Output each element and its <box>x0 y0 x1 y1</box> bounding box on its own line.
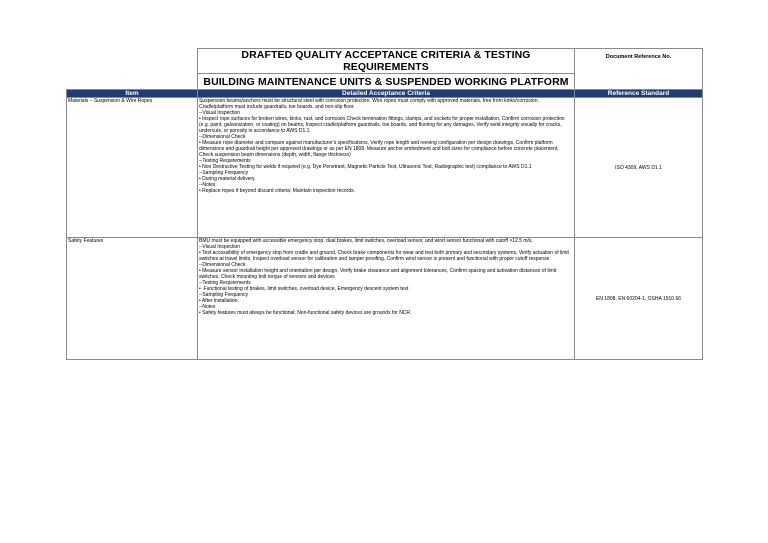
criteria-line: --Notes <box>199 304 216 310</box>
criteria-line: • Replace ropes if beyond discard criteria; Maintain inspection records. <box>199 188 355 194</box>
column-header-criteria: Detailed Acceptance Criteria <box>198 90 575 98</box>
criteria-line: • Measure sensor installation height and orientation per design, Verify brake clearance and alignment tolerances, Confirm spacing and activation distances of limit switches, Check mounting bolt torque of sensors and devices <box>199 268 558 280</box>
criteria-line: • Test accessibility of emergency stop from cradle and ground, Check brake components for wear and test both primary and secondary systems, Verify actuation of limit switches at travel limits, Inspect overload sensor for calibration and tamper-proofing, Confirm wind sensor is present and functional with proper cutoff response <box>199 250 571 262</box>
table-row <box>67 98 703 238</box>
reference-cell: EN 1808, EN 60204-1, OSHA 1910.66 <box>575 238 703 360</box>
item-cell: Safety Features <box>67 238 198 360</box>
criteria-line: • Safety features must always be functional; Non-functional safety devices are grounds for NCR. <box>199 310 412 316</box>
column-header-item: Item <box>67 90 198 98</box>
criteria-line: • Non Destructive Testing for welds if required (e.g. Dye Penetrant, Magnetic Particle Test, Ultrasonic Test, Radiographic test) compliance to AWS D1.1 <box>199 164 532 170</box>
criteria-line: --Testing Requirements <box>199 158 251 164</box>
criteria-line: Suspension beams/anchors must be structural steel with corrosion protection. Wire ropes must comply with approved materials, free from kinks/corrosion. Cradle/platform must include guardrails, toe boards, and non-slip floor. <box>199 98 541 110</box>
header-blank-cell <box>67 49 198 90</box>
criteria-line: • During material delivery. <box>199 176 256 182</box>
column-header-reference: Reference Standard <box>575 90 703 98</box>
criteria-line: --Visual Inspection <box>199 110 241 116</box>
criteria-line: BMU must be equipped with accessible emergency stop, dual brakes, limit switches, overload sensor, and wind sensor functional with cutoff >12.5 m/s. <box>199 238 533 244</box>
criteria-cell <box>198 238 575 360</box>
criteria-line: --Notes <box>199 182 216 188</box>
criteria-line: --Visual Inspection <box>199 244 241 250</box>
criteria-cell <box>198 98 575 238</box>
item-cell: Materials – Suspension & Wire Ropes <box>67 98 198 238</box>
criteria-line: --Dimensional Check <box>199 262 246 268</box>
criteria-line: --Dimensional Check <box>199 134 246 140</box>
criteria-line: --Testing Requirements <box>199 280 251 286</box>
document-reference-label: Document Reference No. <box>575 49 703 90</box>
criteria-line: • Functional testing of brakes, limit switches, overload device, Emergency descent system test <box>199 286 409 292</box>
reference-cell: ISO 4309, AWS D1.1 <box>575 98 703 238</box>
document-title: DRAFTED QUALITY ACCEPTANCE CRITERIA & TESTING REQUIREMENTS <box>198 49 575 74</box>
criteria-line: --Sampling Frequency <box>199 170 249 176</box>
criteria-line: • After installation. <box>199 298 239 304</box>
criteria-line: • Measure rope diameter and compare against manufacturer's specifications, Verify rope length and reeving configuration per design drawings, Confirm platform dimensions and guardrail height per approved drawings or as per EN 1808. Measure anchor embedment and bolt sizes for compliance before concrete placement, Check suspension beam dimensions (depth, width, flange thickness) <box>199 140 561 158</box>
document-subtitle: BUILDING MAINTENANCE UNITS & SUSPENDED WORKING PLATFORM <box>198 74 575 90</box>
table-row <box>67 238 703 360</box>
qa-criteria-sheet <box>66 48 702 360</box>
criteria-line: --Sampling Frequency <box>199 292 249 298</box>
criteria-table <box>66 48 703 360</box>
criteria-line: • Inspect rope surfaces for broken wires, kinks, rust, and corrosion,Check termination fittings, clamps, and sockets for proper installation, Confirm corrosion protection (e.g. paint, galvanization, or coating) on beams, Inspect cradle/platform guardrails, toe boards, and flooring for any damages, Verify weld integrity visually for cracks, undercuts, or porosity in accordance to AWS D1.1. <box>199 116 566 134</box>
